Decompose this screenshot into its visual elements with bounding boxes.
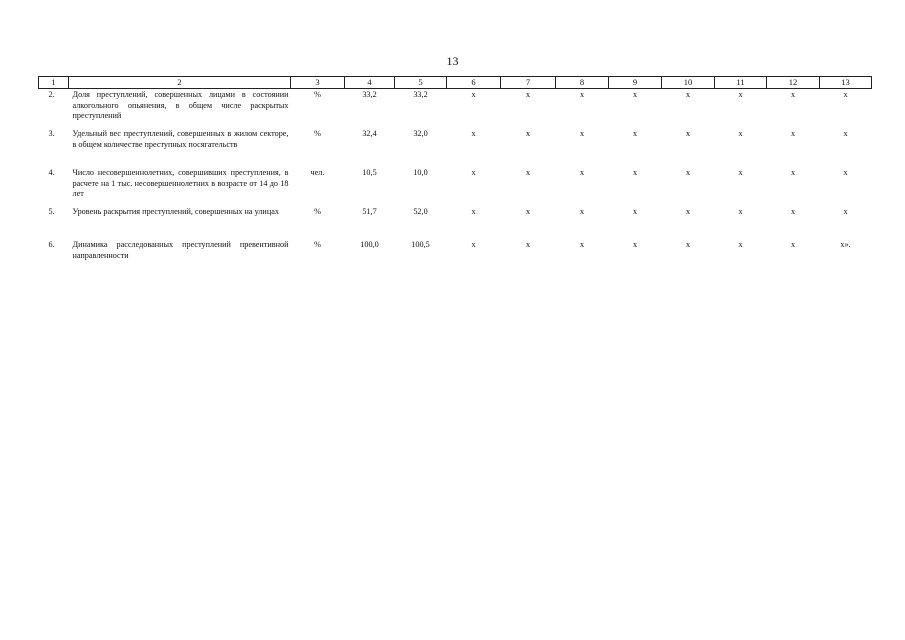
- row-value: x: [632, 129, 638, 138]
- row-value: x: [738, 168, 743, 177]
- row-value: x: [790, 207, 796, 216]
- row-value: x: [579, 207, 585, 216]
- row-value: x: [843, 168, 848, 177]
- row-value: x: [471, 240, 476, 249]
- row-number: 5.: [48, 207, 55, 216]
- column-header: 11: [715, 77, 767, 89]
- row-value: x: [471, 129, 476, 138]
- row-value: x: [662, 89, 715, 129]
- row-value: x: [632, 207, 638, 216]
- table-row: [39, 167, 872, 206]
- row-description: Удельный вес преступлений, совершенных в жилом секторе, в общем количестве преступных посягательств: [72, 129, 289, 149]
- row-value: x: [471, 207, 476, 216]
- row-value: 51,7: [362, 207, 377, 216]
- column-header: 8: [556, 77, 609, 89]
- column-header: 1: [39, 77, 69, 89]
- row-value: 10,0: [413, 168, 428, 177]
- row-value: x: [790, 129, 796, 138]
- row-number: 6.: [48, 240, 55, 249]
- row-value: x: [738, 207, 743, 216]
- row-value: x: [820, 89, 872, 129]
- row-number: 3.: [48, 129, 55, 138]
- row-value: x: [843, 207, 848, 216]
- row-unit: %: [314, 240, 321, 249]
- row-unit: %: [314, 207, 321, 216]
- row-value: x: [738, 129, 743, 138]
- column-header: 12: [767, 77, 820, 89]
- row-value: x: [525, 240, 531, 249]
- column-header: 3: [291, 77, 345, 89]
- indicators-table: [38, 76, 872, 272]
- row-value: 32,4: [362, 129, 377, 138]
- row-value: x: [843, 129, 848, 138]
- row-value: 100,0: [360, 240, 379, 249]
- column-header: 5: [395, 77, 447, 89]
- row-unit: %: [291, 89, 345, 129]
- row-value: 10,5: [362, 168, 377, 177]
- row-unit: %: [314, 129, 321, 138]
- column-header: 7: [501, 77, 556, 89]
- row-value: x: [579, 129, 585, 138]
- row-description: Число несовершеннолетних, совершивших преступления, в расчете на 1 тыс. несовершеннолетних в возрасте от 14 до 18 лет: [72, 168, 289, 198]
- row-description: Уровень раскрытия преступлений, совершенных на улицах: [72, 207, 279, 216]
- column-header: 10: [662, 77, 715, 89]
- row-value: x: [447, 89, 501, 129]
- row-value: x: [579, 240, 585, 249]
- row-value: x: [632, 168, 638, 177]
- row-value: x».: [840, 240, 851, 249]
- row-value: x: [609, 89, 662, 129]
- row-value: x: [525, 207, 531, 216]
- row-value: x: [501, 89, 556, 129]
- page-number: 13: [446, 54, 459, 68]
- row-number: 2.: [39, 89, 69, 129]
- row-value: x: [471, 168, 476, 177]
- column-header: 9: [609, 77, 662, 89]
- row-value: x: [685, 207, 691, 216]
- row-value: x: [790, 240, 796, 249]
- table-row: [39, 239, 872, 272]
- row-value: x: [685, 240, 691, 249]
- row-value: x: [525, 129, 531, 138]
- row-value: x: [579, 168, 585, 177]
- column-header: 2: [69, 77, 291, 89]
- table-row: [39, 89, 872, 129]
- row-value: x: [715, 89, 767, 129]
- row-number: 4.: [48, 168, 55, 177]
- row-value: x: [685, 129, 691, 138]
- row-value: 33,2: [345, 89, 395, 129]
- row-value: 33,2: [395, 89, 447, 129]
- column-header: 4: [345, 77, 395, 89]
- row-value: 100,5: [411, 240, 430, 249]
- row-value: x: [556, 89, 609, 129]
- row-unit: чел.: [310, 168, 325, 177]
- row-value: 52,0: [413, 207, 428, 216]
- row-value: x: [632, 240, 638, 249]
- table-header-row: [39, 77, 872, 89]
- row-description: Динамика расследованных преступлений превентивной направленности: [72, 240, 289, 260]
- column-header: 13: [820, 77, 872, 89]
- row-description: Доля преступлений, совершенных лицами в состоянии алкогольного опьянения, в общем числе раскрытых преступлений: [69, 89, 291, 129]
- row-value: x: [685, 168, 691, 177]
- row-value: x: [767, 89, 820, 129]
- table-row: [39, 128, 872, 167]
- table-row: [39, 206, 872, 239]
- row-value: x: [738, 240, 743, 249]
- row-value: x: [525, 168, 531, 177]
- column-header: 6: [447, 77, 501, 89]
- row-value: x: [790, 168, 796, 177]
- row-value: 32,0: [413, 129, 428, 138]
